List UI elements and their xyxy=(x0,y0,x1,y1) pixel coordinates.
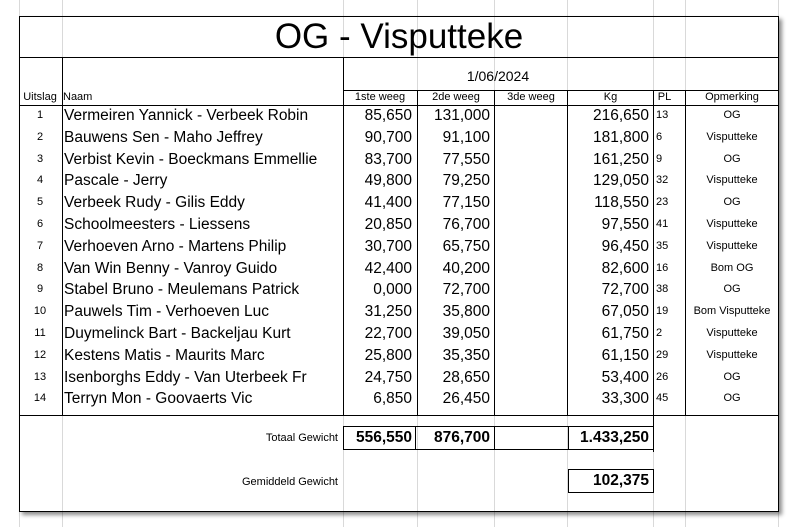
column-border xyxy=(494,90,495,415)
row-11-naam[interactable]: Duymelinck Bart - Backeljau Kurt xyxy=(64,325,291,342)
column-border xyxy=(62,57,63,415)
row-2-weeg2[interactable]: 91,100 xyxy=(442,128,490,146)
row-12-kg[interactable]: 61,150 xyxy=(601,346,649,364)
row-13-opmerking[interactable]: OG xyxy=(723,370,741,383)
header-border xyxy=(343,90,778,91)
row-3-pl[interactable]: 9 xyxy=(656,152,663,165)
row-1-opmerking[interactable]: OG xyxy=(723,109,741,121)
row-2-weeg1[interactable]: 90,700 xyxy=(364,128,412,146)
row-12-naam[interactable]: Kestens Matis - Maurits Marc xyxy=(64,346,265,364)
row-10-uitslag[interactable]: 10 xyxy=(33,305,47,318)
page-title[interactable]: OG - Visputteke xyxy=(20,17,778,58)
row-14-weeg1[interactable]: 6,850 xyxy=(373,390,412,408)
row-6-weeg1[interactable]: 20,850 xyxy=(364,216,412,233)
column-border xyxy=(653,415,654,452)
row-7-pl[interactable]: 35 xyxy=(656,239,669,252)
row-8-weeg2[interactable]: 40,200 xyxy=(442,259,490,277)
row-6-pl[interactable]: 41 xyxy=(656,218,669,230)
date-cell[interactable]: 1/06/2024 xyxy=(466,68,530,84)
row-8-kg[interactable]: 82,600 xyxy=(601,259,649,277)
row-10-kg[interactable]: 67,050 xyxy=(601,303,649,321)
row-7-uitslag[interactable]: 7 xyxy=(36,239,44,252)
row-11-uitslag[interactable]: 11 xyxy=(34,327,46,339)
row-14-weeg3[interactable] xyxy=(495,388,567,410)
row-2-uitslag[interactable]: 2 xyxy=(36,130,44,143)
row-3-weeg2[interactable]: 77,550 xyxy=(442,150,490,168)
row-6-weeg2[interactable]: 76,700 xyxy=(442,216,490,233)
row-1-weeg1[interactable]: 85,650 xyxy=(364,107,412,124)
row-11-pl[interactable]: 2 xyxy=(656,327,663,339)
row-9-opmerking[interactable]: OG xyxy=(723,283,741,296)
row-10-opmerking[interactable]: Bom Visputteke xyxy=(693,305,771,318)
row-9-weeg3[interactable] xyxy=(495,279,567,301)
row-4-weeg1[interactable]: 49,800 xyxy=(364,172,412,190)
row-13-pl[interactable]: 26 xyxy=(656,370,669,383)
row-10-naam[interactable]: Pauwels Tim - Verhoeven Luc xyxy=(64,303,270,321)
row-12-weeg2[interactable]: 35,350 xyxy=(442,346,490,364)
row-6-weeg3[interactable] xyxy=(495,214,567,236)
header-kg[interactable]: Kg xyxy=(603,91,618,103)
total-weeg2[interactable]: 876,700 xyxy=(433,429,490,446)
row-5-weeg2[interactable]: 77,150 xyxy=(442,194,490,212)
row-2-weeg3[interactable] xyxy=(495,127,567,149)
column-border xyxy=(567,90,568,415)
column-border xyxy=(417,90,418,415)
row-13-naam[interactable]: Isenborghs Eddy - Van Uterbeek Fr xyxy=(64,368,307,386)
row-1-weeg3[interactable] xyxy=(495,105,567,127)
row-9-weeg1[interactable]: 0,000 xyxy=(373,281,412,299)
row-4-weeg2[interactable]: 79,250 xyxy=(442,172,490,190)
row-13-uitslag[interactable]: 13 xyxy=(33,370,47,383)
row-10-weeg3[interactable] xyxy=(495,301,567,323)
row-4-pl[interactable]: 32 xyxy=(656,174,669,187)
row-14-pl[interactable]: 45 xyxy=(656,392,669,405)
row-14-naam[interactable]: Terryn Mon - Goovaerts Vic xyxy=(64,390,253,408)
row-7-opmerking[interactable]: Visputteke xyxy=(706,239,758,252)
row-3-opmerking[interactable]: OG xyxy=(723,152,741,165)
row-11-weeg2[interactable]: 39,050 xyxy=(442,325,490,342)
row-5-weeg3[interactable] xyxy=(495,192,567,214)
header-pl[interactable]: PL xyxy=(657,91,672,103)
row-5-weeg1[interactable]: 41,400 xyxy=(364,194,412,212)
row-9-kg[interactable]: 72,700 xyxy=(601,281,649,299)
row-10-pl[interactable]: 19 xyxy=(656,305,669,318)
header-weeg1[interactable]: 1ste weeg xyxy=(354,91,406,103)
row-6-opmerking[interactable]: Visputteke xyxy=(706,218,758,230)
row-10-weeg1[interactable]: 31,250 xyxy=(364,303,412,321)
row-12-weeg1[interactable]: 25,800 xyxy=(364,346,412,364)
header-opmerking[interactable]: Opmerking xyxy=(705,91,759,103)
row-1-uitslag[interactable]: 1 xyxy=(36,109,44,121)
row-4-naam[interactable]: Pascale - Jerry xyxy=(64,172,168,190)
row-7-kg[interactable]: 96,450 xyxy=(601,237,649,255)
row-12-pl[interactable]: 29 xyxy=(656,348,669,361)
row-3-kg[interactable]: 161,250 xyxy=(592,150,649,168)
row-3-weeg3[interactable] xyxy=(495,149,567,171)
row-6-naam[interactable]: Schoolmeesters - Liessens xyxy=(64,216,251,233)
row-12-uitslag[interactable]: 12 xyxy=(33,348,47,361)
row-9-uitslag[interactable]: 9 xyxy=(36,283,44,296)
row-11-weeg3[interactable] xyxy=(495,323,567,345)
row-8-pl[interactable]: 16 xyxy=(656,261,669,274)
row-13-weeg3[interactable] xyxy=(495,367,567,389)
table-bottom-border xyxy=(20,415,778,416)
row-8-weeg1[interactable]: 42,400 xyxy=(364,259,412,277)
row-9-naam[interactable]: Stabel Bruno - Meulemans Patrick xyxy=(64,281,300,299)
total-kg[interactable]: 1.433,250 xyxy=(580,429,649,446)
row-11-weeg1[interactable]: 22,700 xyxy=(364,325,412,342)
row-3-weeg1[interactable]: 83,700 xyxy=(364,150,412,168)
row-2-naam[interactable]: Bauwens Sen - Maho Jeffrey xyxy=(64,128,263,146)
row-1-weeg2[interactable]: 131,000 xyxy=(433,107,490,124)
row-5-pl[interactable]: 23 xyxy=(656,196,669,209)
header-uitslag[interactable]: Uitslag xyxy=(23,91,57,103)
row-1-pl[interactable]: 13 xyxy=(656,109,669,121)
row-5-uitslag[interactable]: 5 xyxy=(36,196,44,209)
row-8-weeg3[interactable] xyxy=(495,258,567,280)
average-kg[interactable]: 102,375 xyxy=(592,472,649,489)
row-14-opmerking[interactable]: OG xyxy=(723,392,741,405)
row-9-weeg2[interactable]: 72,700 xyxy=(442,281,490,299)
total-weeg3-box xyxy=(494,426,569,450)
row-2-kg[interactable]: 181,800 xyxy=(592,128,649,146)
row-13-weeg2[interactable]: 28,650 xyxy=(442,368,490,386)
row-4-weeg3[interactable] xyxy=(495,170,567,192)
row-10-weeg2[interactable]: 35,800 xyxy=(442,303,490,321)
row-6-kg[interactable]: 97,550 xyxy=(601,216,649,233)
row-2-pl[interactable]: 6 xyxy=(656,130,663,143)
row-7-weeg2[interactable]: 65,750 xyxy=(442,237,490,255)
row-14-uitslag[interactable]: 14 xyxy=(33,392,47,405)
row-13-kg[interactable]: 53,400 xyxy=(601,368,649,386)
row-3-naam[interactable]: Verbist Kevin - Boeckmans Emmellie xyxy=(64,150,318,168)
column-border xyxy=(653,90,654,415)
column-border xyxy=(685,90,686,415)
row-8-uitslag[interactable]: 8 xyxy=(36,261,44,274)
row-1-naam[interactable]: Vermeiren Yannick - Verbeek Robin xyxy=(64,107,309,124)
row-2-opmerking[interactable]: Visputteke xyxy=(706,130,758,143)
row-7-weeg3[interactable] xyxy=(495,236,567,258)
row-4-kg[interactable]: 129,050 xyxy=(592,172,649,190)
row-7-weeg1[interactable]: 30,700 xyxy=(364,237,412,255)
row-12-weeg3[interactable] xyxy=(495,345,567,367)
row-14-weeg2[interactable]: 26,450 xyxy=(442,390,490,408)
row-11-opmerking[interactable]: Visputteke xyxy=(706,327,758,339)
row-5-naam[interactable]: Verbeek Rudy - Gilis Eddy xyxy=(64,194,245,212)
row-8-naam[interactable]: Van Win Benny - Vanroy Guido xyxy=(64,259,278,277)
row-8-opmerking[interactable]: Bom OG xyxy=(710,261,754,274)
row-1-kg[interactable]: 216,650 xyxy=(592,107,649,124)
row-5-opmerking[interactable]: OG xyxy=(723,196,741,209)
total-weight-label[interactable]: Totaal Gewicht xyxy=(265,432,338,444)
row-13-weeg1[interactable]: 24,750 xyxy=(364,368,412,386)
row-12-opmerking[interactable]: Visputteke xyxy=(706,348,758,361)
row-4-opmerking[interactable]: Visputteke xyxy=(706,174,758,187)
row-9-pl[interactable]: 38 xyxy=(656,283,669,296)
row-3-uitslag[interactable]: 3 xyxy=(36,152,44,165)
header-naam[interactable]: Naam xyxy=(63,91,93,103)
row-4-uitslag[interactable]: 4 xyxy=(36,174,44,187)
average-weight-label[interactable]: Gemiddeld Gewicht xyxy=(242,476,338,488)
row-5-kg[interactable]: 118,550 xyxy=(594,194,649,212)
header-weeg3[interactable]: 3de weeg xyxy=(507,91,555,103)
row-11-kg[interactable]: 61,750 xyxy=(601,325,649,342)
row-6-uitslag[interactable]: 6 xyxy=(36,218,44,230)
row-7-naam[interactable]: Verhoeven Arno - Martens Philip xyxy=(64,237,287,255)
column-border xyxy=(343,57,344,415)
header-border xyxy=(20,105,778,106)
total-weeg1[interactable]: 556,550 xyxy=(355,429,412,446)
header-weeg2[interactable]: 2de weeg xyxy=(432,91,480,103)
row-14-kg[interactable]: 33,300 xyxy=(601,390,649,408)
